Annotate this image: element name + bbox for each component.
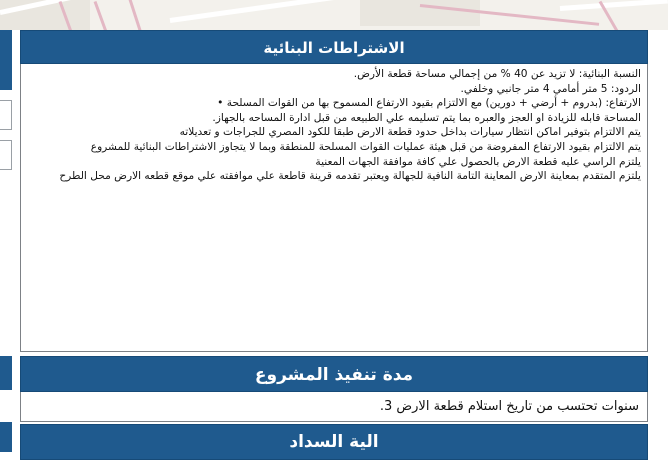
requirement-line: النسبة البنائية: لا تزيد عن 40 % من إجمالي مساحة قطعة الأرض. <box>353 68 641 80</box>
map-background <box>0 0 668 30</box>
adjacent-column-header <box>0 422 12 452</box>
payment-mechanism-title: الية السداد <box>289 432 379 452</box>
adjacent-column-cell <box>0 100 12 130</box>
building-requirements-header <box>20 30 648 64</box>
requirement-line: يتم الالتزام بتوفير اماكن انتظار سيارات بداخل حدود قطعة الارض طبقا للكود المصري للجراجات و تعديلاته <box>179 126 641 139</box>
building-requirements-body <box>20 64 648 352</box>
execution-period-body <box>20 392 648 422</box>
requirement-line: المساحة قابله للزيادة او العجز والعبره بما يتم تسليمه علي الطبيعه من قبل ادارة المساحه بالجهاز. <box>212 111 641 124</box>
requirement-line: يتم الالتزام بقيود الارتفاع المفروضة من قبل هيئة عمليات القوات المسلحة للمنطقة وبما لا يتجاوز الاشتراطات البنائية للمشروع <box>90 140 641 153</box>
adjacent-column-cell <box>0 140 12 170</box>
payment-mechanism-header <box>20 424 648 460</box>
execution-period-text: سنوات تحتسب من تاريخ استلام قطعة الارض 3. <box>379 399 639 414</box>
execution-period-title: مدة تنفيذ المشروع <box>254 365 414 385</box>
adjacent-column-header <box>0 30 12 90</box>
requirement-line: الردود: 5 متر أمامي 4 متر جانبي وخلفي. <box>460 82 641 95</box>
requirement-line: الارتفاع: (بدروم + أرضي + دورين) مع الالتزام بقيود الارتفاع المسموح بها من القوات المسلحة • <box>217 97 641 110</box>
requirement-line: يلتزم الراسي عليه قطعة الارض بالحصول علي كافة موافقة الجهات المعنية <box>315 155 641 168</box>
building-requirements-title: الاشتراطات البنائية <box>263 39 405 57</box>
adjacent-column-header <box>0 356 12 390</box>
execution-period-header <box>20 356 648 392</box>
requirement-line: يلتزم المتقدم بمعاينة الارض المعاينة التامة النافية للجهالة ويعتبر تقدمه قرينة قاطعة علي موافقته علي موقع قطعه الارض محل الطرح <box>59 170 641 183</box>
